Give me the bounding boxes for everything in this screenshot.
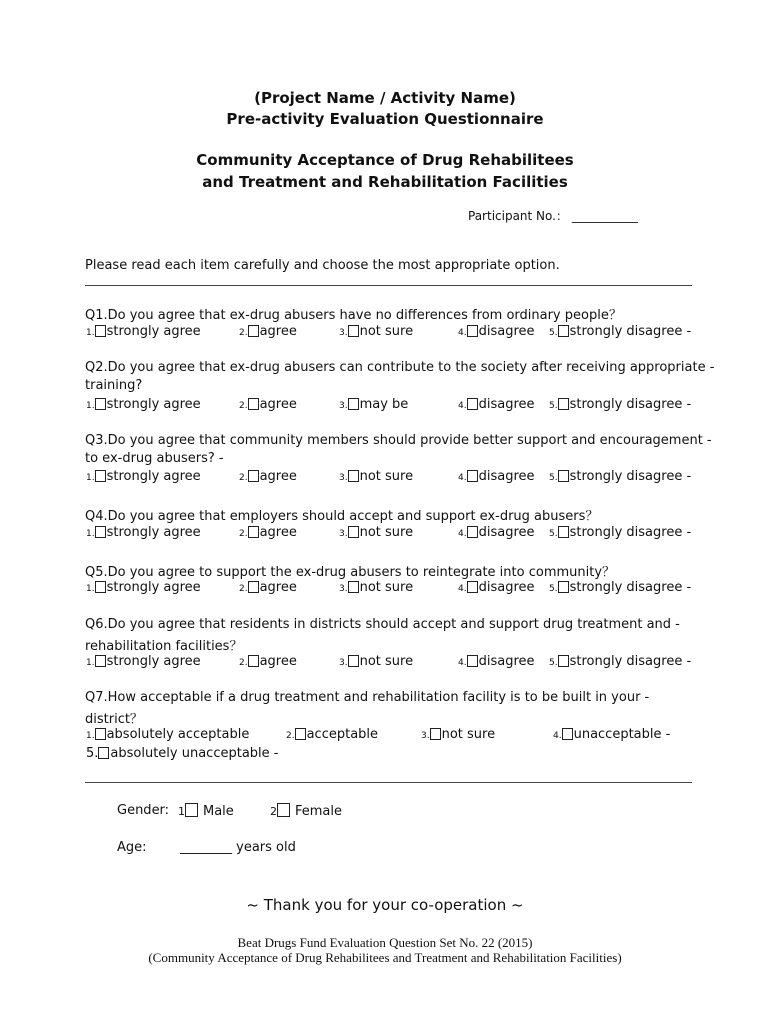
footer-line1: Beat Drugs Fund Evaluation Question Set No. 22 (2015) [237,935,533,950]
option-number: 4. [553,731,562,741]
q3-option-3[interactable] [339,469,413,484]
option-number: 3. [339,529,348,539]
question-7-line2: district？ [85,712,143,727]
q2-option-1[interactable] [86,397,201,412]
checkbox[interactable] [95,581,106,593]
q6-option-2[interactable] [239,654,297,669]
option-number: 5. [549,584,558,594]
question-6-line2: rehabilitation facilities？ [85,639,243,654]
q6-option-4[interactable] [458,654,535,669]
q6-option-3[interactable] [339,654,413,669]
instructions: Please read each item carefully and choose the most appropriate option. [85,258,560,273]
checkbox[interactable] [248,398,259,410]
checkbox[interactable] [467,581,478,593]
option-number: 4. [458,328,467,338]
age-field[interactable] [180,840,296,855]
option-number: 3. [339,584,348,594]
topic-title-line1: Community Acceptance of Drug Rehabilitees [196,151,574,169]
option-label: strongly agree [106,525,201,540]
participant-number [468,207,638,224]
checkbox[interactable] [558,581,569,593]
option-number: 2. [239,401,248,411]
age-blank[interactable]: ________ [180,840,232,855]
q2-option-4[interactable] [458,397,535,412]
checkbox[interactable] [348,655,359,667]
checkbox[interactable] [248,526,259,538]
option-label: agree [259,324,297,339]
option-label: strongly disagree - [569,324,692,339]
q7-option-3[interactable] [421,727,495,742]
option-number: 1. [86,584,95,594]
option-label: strongly disagree - [569,525,692,540]
q4-option-2[interactable] [239,525,297,540]
option-label: not sure [441,727,496,742]
q6-option-5[interactable] [549,654,691,669]
checkbox[interactable] [467,325,478,337]
option-label: not sure [359,324,414,339]
option-label: strongly agree [106,469,201,484]
question-1-line1: Q1.Do you agree that ex-drug abusers have no differences from ordinary people？ [85,308,622,323]
option-number: 1. [86,473,95,483]
checkbox[interactable] [248,581,259,593]
q4-option-4[interactable] [458,525,535,540]
checkbox[interactable] [95,325,106,337]
option-number: 2 [270,805,277,818]
gender-label: Gender: [117,803,170,818]
q4-option-3[interactable] [339,525,413,540]
option-number: 3. [339,328,348,338]
checkbox[interactable] [185,803,198,817]
checkbox[interactable] [558,470,569,482]
option-label: agree [259,580,297,595]
option-label: absolutely unacceptable - [110,746,279,761]
checkbox[interactable] [562,728,573,740]
q1-option-3[interactable] [339,324,413,339]
option-number: 3. [339,401,348,411]
option-label: agree [259,397,297,412]
q1-option-5[interactable] [549,324,691,339]
checkbox[interactable] [95,398,106,410]
option-number: 1. [86,529,95,539]
q3-option-2[interactable] [239,469,297,484]
option-label: strongly disagree - [569,397,692,412]
option-number: 2. [239,658,248,668]
q5-option-4[interactable] [458,580,535,595]
checkbox[interactable] [348,526,359,538]
checkbox[interactable] [95,470,106,482]
option-number: 3. [339,658,348,668]
option-label: disagree [478,525,535,540]
option-number: 2. [239,473,248,483]
option-label: not sure [359,469,414,484]
checkbox[interactable] [467,655,478,667]
participant-number-field[interactable]: ___________ [571,209,638,223]
gender-option-female[interactable] [270,803,342,819]
thank-you-message: ~ Thank you for your co-operation ~ [246,896,524,914]
option-label: not sure [359,525,414,540]
option-label: may be [359,397,409,412]
option-label: strongly disagree - [569,580,692,595]
question-3-line2: to ex-drug abusers? - [85,451,224,466]
option-number: 5. [549,328,558,338]
questionnaire-title: Pre-activity Evaluation Questionnaire [226,110,544,128]
q1-option-2[interactable] [239,324,297,339]
option-number: 2. [239,328,248,338]
option-label: strongly agree [106,654,201,669]
option-number: 4. [458,473,467,483]
option-label: strongly agree [106,397,201,412]
option-number: 2. [239,584,248,594]
option-label: strongly disagree - [569,469,692,484]
checkbox[interactable] [348,398,359,410]
option-label: disagree [478,580,535,595]
checkbox[interactable] [558,655,569,667]
option-number: 4. [458,584,467,594]
q7-option-1[interactable] [86,727,249,742]
checkbox[interactable] [558,526,569,538]
checkbox[interactable] [467,526,478,538]
q7-option-2[interactable] [286,727,378,742]
option-label: not sure [359,654,414,669]
q3-option-1[interactable] [86,469,201,484]
q6-option-1[interactable] [86,654,201,669]
q1-option-1[interactable] [86,324,201,339]
divider-top [85,285,692,286]
option-label: disagree [478,654,535,669]
q3-option-4[interactable] [458,469,535,484]
q3-option-5[interactable] [549,469,691,484]
option-number: 2. [286,731,295,741]
question-5-line1: Q5.Do you agree to support the ex-drug abusers to reintegrate into community？ [85,565,616,580]
question-1-text [85,304,692,323]
checkbox[interactable] [248,325,259,337]
checkbox[interactable] [95,655,106,667]
checkbox[interactable] [95,526,106,538]
checkbox[interactable] [558,325,569,337]
q1-option-4[interactable] [458,324,535,339]
option-label: unacceptable - [573,727,671,742]
option-label: strongly agree [106,580,201,595]
option-number: 1. [86,401,95,411]
topic-title-line2: and Treatment and Rehabilitation Facilities [202,173,568,191]
checkbox[interactable] [248,655,259,667]
q7-option-4[interactable] [553,727,670,742]
option-number: 3. [339,473,348,483]
checkbox[interactable] [295,728,306,740]
question-7-line1: Q7.How acceptable if a drug treatment and rehabilitation facility is to be built in your - [85,690,650,705]
checkbox[interactable] [95,728,106,740]
q4-option-5[interactable] [549,525,691,540]
checkbox[interactable] [277,803,290,817]
option-label: disagree [478,397,535,412]
option-number: 1. [86,658,95,668]
option-number: 4. [458,529,467,539]
q7-option-5[interactable] [86,746,278,761]
question-4-line1: Q4.Do you agree that employers should accept and support ex-drug abusers？ [85,509,599,524]
checkbox[interactable] [98,747,109,759]
option-number: 5. [549,529,558,539]
option-number: 5. [549,401,558,411]
q2-option-2[interactable] [239,397,297,412]
age-label: Age: [117,840,147,855]
option-number: 5. [549,473,558,483]
option-label: not sure [359,580,414,595]
checkbox[interactable] [348,325,359,337]
option-label: Female [295,804,343,819]
option-number: 1. [86,731,95,741]
option-number: 5. [549,658,558,668]
option-label: agree [259,469,297,484]
checkbox[interactable] [348,470,359,482]
checkbox[interactable] [558,398,569,410]
divider-bottom [85,782,692,783]
option-number: 2. [239,529,248,539]
q5-option-3[interactable] [339,580,413,595]
q2-option-3[interactable] [339,397,408,412]
gender-option-male[interactable] [178,803,234,819]
age-suffix: years old [236,840,296,855]
footer-line2: (Community Acceptance of Drug Rehabilitees and Treatment and Rehabilitation Facilities) [148,950,622,965]
option-number: 4. [458,658,467,668]
checkbox[interactable] [467,470,478,482]
q5-option-2[interactable] [239,580,297,595]
project-title: (Project Name / Activity Name) [254,89,516,107]
q5-option-5[interactable] [549,580,691,595]
checkbox[interactable] [467,398,478,410]
option-label: agree [259,654,297,669]
checkbox[interactable] [248,470,259,482]
question-3-line1: Q3.Do you agree that community members should provide better support and encouragement - [85,433,712,448]
option-label: disagree [478,324,535,339]
question-2-line2: training? [85,378,143,393]
option-number: 4. [458,401,467,411]
option-number: 3. [421,731,430,741]
option-label: acceptable [306,727,379,742]
q4-option-1[interactable] [86,525,201,540]
q2-option-5[interactable] [549,397,691,412]
checkbox[interactable] [348,581,359,593]
q5-option-1[interactable] [86,580,201,595]
option-number: 1. [86,328,95,338]
question-6-line1: Q6.Do you agree that residents in districts should accept and support drug treatment and - [85,617,680,632]
option-number: 1 [178,805,185,818]
option-label: strongly disagree - [569,654,692,669]
option-label: absolutely acceptable [106,727,250,742]
checkbox[interactable] [430,728,441,740]
option-label: agree [259,525,297,540]
option-number: 5. [86,746,99,761]
question-2-line1: Q2.Do you agree that ex-drug abusers can contribute to the society after receiving appropriate - [85,360,715,375]
option-label: disagree [478,469,535,484]
option-label: strongly agree [106,324,201,339]
participant-number-label: Participant No.： [468,209,568,223]
option-label: Male [203,804,234,819]
